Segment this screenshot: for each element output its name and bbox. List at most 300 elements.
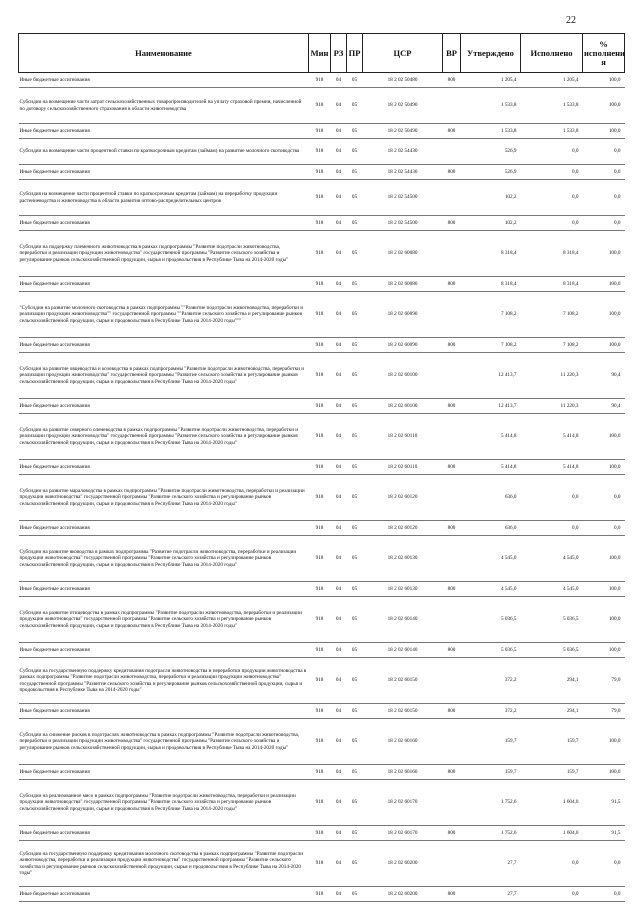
header-min: Мин xyxy=(309,34,331,73)
cell-csr: 18 2 02 60170 xyxy=(363,780,443,826)
cell-executed: 7 108,2 xyxy=(521,338,583,353)
cell-approved: 159,7 xyxy=(461,765,521,780)
cell-percent: 90,4 xyxy=(583,399,625,414)
cell-vr xyxy=(443,353,461,399)
cell-approved: 12 413,7 xyxy=(461,399,521,414)
cell-approved: 5 036,5 xyxy=(461,597,521,643)
cell-pr: 05 xyxy=(347,88,363,124)
header-percent xyxy=(583,34,625,73)
cell-rz: 04 xyxy=(331,521,347,536)
table-row xyxy=(19,73,625,88)
cell-name: Субсидии на развитие северного оленеводства в рамках подпрограммы "Развитие подотрасли животноводства, переработки и реализации продукции животноводства" государственной программы "Развитие сельского хозяйства и регулирование рынков сельскохозяйственной продукции, сырья и продовольствия в Республике Тыва на 2014-2020 годы" xyxy=(19,414,309,460)
header-percent-line1: % xyxy=(599,38,608,49)
cell-executed: 7 108,2 xyxy=(521,292,583,338)
header-csr: ЦСР xyxy=(363,34,443,73)
cell-executed: 4 545,0 xyxy=(521,536,583,582)
cell-csr: 18 2 02 60090 xyxy=(363,292,443,338)
cell-csr: 18 2 02 54430 xyxy=(363,139,443,165)
header-executed: Исполнено xyxy=(521,34,583,73)
cell-name: Иные бюджетные ассигнования xyxy=(19,338,309,353)
cell-csr: 18 2 02 60130 xyxy=(363,536,443,582)
cell-csr: 18 2 02 60120 xyxy=(363,521,443,536)
cell-csr: 18 2 02 60140 xyxy=(363,643,443,658)
cell-name: Субсидии на государственную поддержку кредитования подотрасли животноводства и переработки продукции животноводства в рамках подпрограммы "Развитие подотрасли животноводства, переработки и реализации продукции животноводства" государственной программы "Развитие сельского хозяйства и регулирование рынков сельскохозяйственной продукции, сырья и продовольствия в Республике Тыва на 2014-2020 годы" xyxy=(19,658,309,704)
cell-csr: 18 2 02 60160 xyxy=(363,765,443,780)
cell-executed: 0,0 xyxy=(521,180,583,216)
table-row xyxy=(19,780,625,826)
cell-name: Субсидии на государственную поддержку кредитования молочного скотоводства в рамках подпрограммы "Развитие подотрасли животноводства, переработки и реализации продукции животноводства" государственной программы "Развитие сельского хозяйства и регулирование рынков сельскохозяйственной продукции, сырья и продовольствия в Республике Тыва на 2014-2020 годы" xyxy=(19,841,309,887)
cell-min: 918 xyxy=(309,139,331,165)
cell-name: Иные бюджетные ассигнования xyxy=(19,704,309,719)
table-row xyxy=(19,597,625,643)
cell-pr: 05 xyxy=(347,719,363,765)
cell-percent: 100,0 xyxy=(583,231,625,277)
cell-pr: 05 xyxy=(347,180,363,216)
cell-name: Субсидии на развитие яководства в рамках подпрограммы "Развитие подотрасли животноводства, переработки и реализации продукции животноводства" государственной программы "Развитие сельского хозяйства и регулирование рынков сельскохозяйственной продукции, сырья и продовольствия в Республике Тыва на 2014-2020 годы" xyxy=(19,536,309,582)
cell-vr xyxy=(443,719,461,765)
cell-approved: 102,2 xyxy=(461,216,521,231)
cell-executed: 4 545,0 xyxy=(521,582,583,597)
header-percent-line2: исполнени xyxy=(584,47,625,58)
cell-vr: 800 xyxy=(443,338,461,353)
cell-min: 918 xyxy=(309,399,331,414)
table-row xyxy=(19,292,625,338)
cell-rz: 04 xyxy=(331,597,347,643)
cell-approved: 12 413,7 xyxy=(461,353,521,399)
cell-vr: 800 xyxy=(443,643,461,658)
table-row xyxy=(19,124,625,139)
cell-rz: 04 xyxy=(331,780,347,826)
cell-percent: 0,0 xyxy=(583,165,625,180)
cell-min: 918 xyxy=(309,292,331,338)
cell-name: Субсидии на возмещение части затрат сельскохозяйственных товаропроизводителей на уплату страховой премии, начисленной по договору сельскохозяйственного страхования в области животноводства xyxy=(19,88,309,124)
cell-percent: 100,0 xyxy=(583,582,625,597)
cell-rz: 04 xyxy=(331,475,347,521)
cell-pr: 05 xyxy=(347,521,363,536)
cell-name: Субсидии на развитие птицеводства в рамках подпрограммы "Развитие подотрасли животноводства, переработки и реализации продукции животноводства" государственной программы "Развитие сельского хозяйства и регулирование рынков сельскохозяйственной продукции, сырья и продовольствия в Республике Тыва на 2014-2020 годы" xyxy=(19,597,309,643)
cell-name: Иные бюджетные ассигнования xyxy=(19,826,309,841)
cell-csr: 18 2 02 60110 xyxy=(363,414,443,460)
cell-csr: 18 2 02 60080 xyxy=(363,277,443,292)
cell-pr: 05 xyxy=(347,292,363,338)
cell-min: 918 xyxy=(309,887,331,902)
cell-approved: 159,7 xyxy=(461,719,521,765)
cell-percent: 79,0 xyxy=(583,704,625,719)
cell-executed: 294,1 xyxy=(521,704,583,719)
cell-pr: 05 xyxy=(347,231,363,277)
cell-min: 918 xyxy=(309,475,331,521)
cell-min: 918 xyxy=(309,460,331,475)
table-row xyxy=(19,88,625,124)
cell-rz: 04 xyxy=(331,414,347,460)
cell-pr: 05 xyxy=(347,658,363,704)
table-body xyxy=(19,73,625,902)
cell-rz: 04 xyxy=(331,582,347,597)
cell-min: 918 xyxy=(309,165,331,180)
cell-approved: 102,2 xyxy=(461,180,521,216)
cell-name: Иные бюджетные ассигнования xyxy=(19,521,309,536)
cell-pr: 05 xyxy=(347,582,363,597)
table-row xyxy=(19,704,625,719)
cell-executed: 294,1 xyxy=(521,658,583,704)
cell-executed: 1 533,8 xyxy=(521,124,583,139)
page-number: 22 xyxy=(566,15,576,26)
table-row xyxy=(19,887,625,902)
cell-csr: 18 2 02 50490 xyxy=(363,88,443,124)
table-row xyxy=(19,521,625,536)
table-row xyxy=(19,338,625,353)
cell-executed: 1 604,0 xyxy=(521,780,583,826)
cell-approved: 5 036,5 xyxy=(461,643,521,658)
cell-name: Субсидии на развитие овцеводства и козоводства в рамках подпрограммы "Развитие подотрасли животноводства, переработки и реализации продукции животноводства" государственной программы "Развитие сельского хозяйства и регулирование рынков сельскохозяйственной продукции, сырья и продовольствия в Республике Тыва на 2014-2020 годы" xyxy=(19,353,309,399)
cell-rz: 04 xyxy=(331,826,347,841)
cell-csr: 18 2 02 54500 xyxy=(363,216,443,231)
cell-rz: 04 xyxy=(331,460,347,475)
cell-pr: 05 xyxy=(347,399,363,414)
cell-vr: 800 xyxy=(443,765,461,780)
cell-min: 918 xyxy=(309,704,331,719)
cell-approved: 1 533,8 xyxy=(461,88,521,124)
cell-vr xyxy=(443,139,461,165)
cell-approved: 372,2 xyxy=(461,704,521,719)
cell-approved: 526,9 xyxy=(461,139,521,165)
cell-name: Иные бюджетные ассигнования xyxy=(19,399,309,414)
cell-name: Иные бюджетные ассигнования xyxy=(19,887,309,902)
cell-csr: 18 2 02 60200 xyxy=(363,841,443,887)
cell-approved: 7 108,2 xyxy=(461,338,521,353)
cell-name: Субсидии на поддержку племенного животноводства в рамках подпрограммы "Развитие подотрасли животноводства, переработки и реализации продукции животноводства" государственной программы "Развитие сельского хозяйства и регулирование рынков сельскохозяйственной продукции, сырья и продовольствия в Республике Тыва на 2014-2020 годы" xyxy=(19,231,309,277)
cell-approved: 636,0 xyxy=(461,475,521,521)
cell-approved: 372,2 xyxy=(461,658,521,704)
cell-percent: 100,0 xyxy=(583,765,625,780)
cell-percent: 100,0 xyxy=(583,643,625,658)
cell-vr: 800 xyxy=(443,216,461,231)
cell-rz: 04 xyxy=(331,399,347,414)
cell-min: 918 xyxy=(309,826,331,841)
cell-pr: 05 xyxy=(347,643,363,658)
cell-executed: 8 318,4 xyxy=(521,277,583,292)
cell-min: 918 xyxy=(309,277,331,292)
cell-rz: 04 xyxy=(331,180,347,216)
cell-csr: 18 2 02 60200 xyxy=(363,887,443,902)
cell-min: 918 xyxy=(309,597,331,643)
cell-name: Иные бюджетные ассигнования xyxy=(19,73,309,88)
cell-pr: 05 xyxy=(347,765,363,780)
cell-rz: 04 xyxy=(331,277,347,292)
cell-min: 918 xyxy=(309,780,331,826)
cell-vr xyxy=(443,780,461,826)
cell-percent: 100,0 xyxy=(583,73,625,88)
cell-csr: 18 2 02 60170 xyxy=(363,826,443,841)
cell-name: Иные бюджетные ассигнования xyxy=(19,216,309,231)
cell-pr: 05 xyxy=(347,165,363,180)
cell-vr xyxy=(443,292,461,338)
header-percent-line3: я xyxy=(601,56,606,67)
cell-rz: 04 xyxy=(331,704,347,719)
cell-vr xyxy=(443,231,461,277)
cell-name: Иные бюджетные ассигнования xyxy=(19,460,309,475)
cell-vr xyxy=(443,841,461,887)
cell-rz: 04 xyxy=(331,353,347,399)
cell-percent: 0,0 xyxy=(583,475,625,521)
table-row xyxy=(19,475,625,521)
cell-vr: 800 xyxy=(443,165,461,180)
cell-approved: 27,7 xyxy=(461,841,521,887)
table-header-row xyxy=(19,34,625,73)
cell-csr: 18 2 02 50480 xyxy=(363,73,443,88)
cell-approved: 5 414,8 xyxy=(461,414,521,460)
cell-rz: 04 xyxy=(331,88,347,124)
cell-name: Иные бюджетные ассигнования xyxy=(19,765,309,780)
cell-percent: 100,0 xyxy=(583,88,625,124)
cell-pr: 05 xyxy=(347,536,363,582)
cell-vr: 800 xyxy=(443,73,461,88)
cell-executed: 5 414,8 xyxy=(521,460,583,475)
cell-min: 918 xyxy=(309,841,331,887)
cell-percent: 0,0 xyxy=(583,841,625,887)
cell-percent: 100,0 xyxy=(583,719,625,765)
cell-min: 918 xyxy=(309,231,331,277)
cell-pr: 05 xyxy=(347,124,363,139)
cell-executed: 1 533,8 xyxy=(521,88,583,124)
cell-executed: 5 414,8 xyxy=(521,414,583,460)
header-vr: ВР xyxy=(443,34,461,73)
budget-execution-table xyxy=(18,33,625,902)
cell-percent: 91,5 xyxy=(583,780,625,826)
header-pr: ПР xyxy=(347,34,363,73)
cell-name: Иные бюджетные ассигнования xyxy=(19,582,309,597)
cell-executed: 0,0 xyxy=(521,887,583,902)
cell-approved: 8 318,4 xyxy=(461,231,521,277)
cell-csr: 18 2 02 60090 xyxy=(363,338,443,353)
cell-vr: 800 xyxy=(443,124,461,139)
cell-percent: 100,0 xyxy=(583,460,625,475)
cell-name: Иные бюджетные ассигнования xyxy=(19,165,309,180)
cell-csr: 18 2 02 50490 xyxy=(363,124,443,139)
cell-name: Субсидия на возмещение части процентной ставки по краткосрочным кредитам (займам) на переработку продукции растениеводства и животноводства в области развития оптово-распределительных центров xyxy=(19,180,309,216)
cell-min: 918 xyxy=(309,582,331,597)
cell-rz: 04 xyxy=(331,887,347,902)
cell-percent: 0,0 xyxy=(583,139,625,165)
cell-vr: 800 xyxy=(443,582,461,597)
cell-pr: 05 xyxy=(347,841,363,887)
cell-approved: 1 752,6 xyxy=(461,826,521,841)
table-row xyxy=(19,216,625,231)
cell-csr: 18 2 02 60150 xyxy=(363,704,443,719)
cell-executed: 0,0 xyxy=(521,521,583,536)
cell-percent: 0,0 xyxy=(583,521,625,536)
cell-csr: 18 2 02 60120 xyxy=(363,475,443,521)
cell-executed: 5 036,5 xyxy=(521,597,583,643)
cell-approved: 636,0 xyxy=(461,521,521,536)
cell-pr: 05 xyxy=(347,597,363,643)
cell-executed: 159,7 xyxy=(521,765,583,780)
cell-csr: 18 2 02 60080 xyxy=(363,231,443,277)
cell-approved: 1 205,4 xyxy=(461,73,521,88)
cell-pr: 05 xyxy=(347,414,363,460)
cell-csr: 18 2 02 60100 xyxy=(363,399,443,414)
cell-vr: 800 xyxy=(443,399,461,414)
cell-executed: 0,0 xyxy=(521,165,583,180)
cell-percent: 79,0 xyxy=(583,658,625,704)
cell-percent: 100,0 xyxy=(583,124,625,139)
cell-approved: 526,9 xyxy=(461,165,521,180)
cell-rz: 04 xyxy=(331,124,347,139)
cell-min: 918 xyxy=(309,643,331,658)
cell-pr: 05 xyxy=(347,139,363,165)
cell-executed: 0,0 xyxy=(521,475,583,521)
table-row xyxy=(19,643,625,658)
table-row xyxy=(19,460,625,475)
header-approved: Утверждено xyxy=(461,34,521,73)
table-row xyxy=(19,277,625,292)
cell-executed: 159,7 xyxy=(521,719,583,765)
header-name: Наименование xyxy=(19,34,309,73)
table-row xyxy=(19,582,625,597)
cell-pr: 05 xyxy=(347,338,363,353)
table-row xyxy=(19,765,625,780)
cell-rz: 04 xyxy=(331,338,347,353)
cell-name: Субсидии на снижение рисков в подотраслях животноводства в рамках подпрограммы "Развитие подотрасли животноводства, переработки и реализации продукции животноводства" государственной программы "Развитие сельского хозяйства и регулирование рынков сельскохозяйственной продукции, сырья и продовольствия в Республике Тыва на 2014-2020 годы" xyxy=(19,719,309,765)
cell-name: Субсидии на возмещение части процентной ставки по краткосрочным кредитам (займам) на развитие молочного скотоводства xyxy=(19,139,309,165)
cell-rz: 04 xyxy=(331,765,347,780)
cell-csr: 18 2 02 60160 xyxy=(363,719,443,765)
cell-rz: 04 xyxy=(331,841,347,887)
cell-min: 918 xyxy=(309,124,331,139)
cell-percent: 100,0 xyxy=(583,414,625,460)
cell-percent: 0,0 xyxy=(583,216,625,231)
cell-approved: 1 533,8 xyxy=(461,124,521,139)
cell-percent: 100,0 xyxy=(583,338,625,353)
cell-min: 918 xyxy=(309,88,331,124)
table-row xyxy=(19,399,625,414)
cell-csr: 18 2 02 60130 xyxy=(363,582,443,597)
cell-min: 918 xyxy=(309,73,331,88)
cell-approved: 5 414,8 xyxy=(461,460,521,475)
cell-rz: 04 xyxy=(331,216,347,231)
cell-executed: 11 220,3 xyxy=(521,399,583,414)
cell-pr: 05 xyxy=(347,73,363,88)
cell-percent: 91,5 xyxy=(583,826,625,841)
cell-approved: 4 545,0 xyxy=(461,536,521,582)
table-row xyxy=(19,658,625,704)
cell-pr: 05 xyxy=(347,887,363,902)
cell-percent: 100,0 xyxy=(583,597,625,643)
cell-csr: 18 2 02 60150 xyxy=(363,658,443,704)
table-row xyxy=(19,139,625,165)
cell-pr: 05 xyxy=(347,460,363,475)
cell-name: Субсидии на развитие мараловодства в рамках подпрограммы "Развитие подотрасли животноводства, переработки и реализации продукции животноводства" государственной программы "Развитие сельского хозяйства и регулирование рынков сельскохозяйственной продукции, сырья и продовольствия в Республике Тыва на 2014-2020 годы" xyxy=(19,475,309,521)
cell-name: "Субсидии на развитие молочного скотоводства в рамках подпрограммы ""Развитие подотрасли животноводства, переработки и реализации продукции животноводства"" государственной программы ""Развитие сельского хозяйства и регулирование рынков сельскохозяйственной продукции, сырья и продовольствия в Республике Тыва на 2014-2020 годы""" xyxy=(19,292,309,338)
table-row xyxy=(19,719,625,765)
cell-rz: 04 xyxy=(331,73,347,88)
cell-min: 918 xyxy=(309,180,331,216)
cell-name: Иные бюджетные ассигнования xyxy=(19,643,309,658)
cell-csr: 18 2 02 60100 xyxy=(363,353,443,399)
cell-min: 918 xyxy=(309,536,331,582)
cell-vr: 800 xyxy=(443,826,461,841)
cell-vr xyxy=(443,180,461,216)
cell-approved: 8 318,4 xyxy=(461,277,521,292)
cell-name: Иные бюджетные ассигнования xyxy=(19,124,309,139)
cell-min: 918 xyxy=(309,658,331,704)
cell-percent: 0,0 xyxy=(583,180,625,216)
table-row xyxy=(19,353,625,399)
cell-pr: 05 xyxy=(347,277,363,292)
cell-rz: 04 xyxy=(331,719,347,765)
cell-rz: 04 xyxy=(331,292,347,338)
table-row xyxy=(19,414,625,460)
cell-vr: 800 xyxy=(443,887,461,902)
cell-vr xyxy=(443,597,461,643)
table-row xyxy=(19,165,625,180)
cell-percent: 90,4 xyxy=(583,353,625,399)
table-row xyxy=(19,841,625,887)
cell-rz: 04 xyxy=(331,231,347,277)
cell-executed: 0,0 xyxy=(521,841,583,887)
cell-name: Иные бюджетные ассигнования xyxy=(19,277,309,292)
cell-csr: 18 2 02 60140 xyxy=(363,597,443,643)
cell-pr: 05 xyxy=(347,780,363,826)
cell-executed: 1 604,0 xyxy=(521,826,583,841)
cell-vr xyxy=(443,88,461,124)
cell-approved: 1 752,6 xyxy=(461,780,521,826)
table-row xyxy=(19,826,625,841)
cell-percent: 100,0 xyxy=(583,277,625,292)
cell-executed: 5 036,5 xyxy=(521,643,583,658)
cell-vr: 800 xyxy=(443,460,461,475)
cell-csr: 18 2 02 54500 xyxy=(363,180,443,216)
cell-vr xyxy=(443,658,461,704)
cell-csr: 18 2 02 54430 xyxy=(363,165,443,180)
cell-min: 918 xyxy=(309,338,331,353)
cell-pr: 05 xyxy=(347,216,363,231)
cell-rz: 04 xyxy=(331,536,347,582)
cell-percent: 0,0 xyxy=(583,887,625,902)
cell-rz: 04 xyxy=(331,139,347,165)
cell-min: 918 xyxy=(309,353,331,399)
cell-vr xyxy=(443,475,461,521)
table-row xyxy=(19,180,625,216)
cell-approved: 7 108,2 xyxy=(461,292,521,338)
table-row xyxy=(19,536,625,582)
cell-min: 918 xyxy=(309,719,331,765)
cell-pr: 05 xyxy=(347,353,363,399)
cell-percent: 100,0 xyxy=(583,292,625,338)
cell-vr: 800 xyxy=(443,277,461,292)
cell-vr: 800 xyxy=(443,521,461,536)
header-rz: РЗ xyxy=(331,34,347,73)
cell-min: 918 xyxy=(309,414,331,460)
cell-name: Субсидии на реализованное мясо в рамках подпрограммы "Развитие подотрасли животноводства, переработки и реализации продукции животноводства" государственной программы "Развитие сельского хозяйства и регулирование рынков сельскохозяйственной продукции, сырья и продовольствия в Республике Тыва на 2014-2020 годы" xyxy=(19,780,309,826)
cell-min: 918 xyxy=(309,521,331,536)
cell-approved: 4 545,0 xyxy=(461,582,521,597)
cell-executed: 11 220,3 xyxy=(521,353,583,399)
cell-approved: 27,7 xyxy=(461,887,521,902)
cell-pr: 05 xyxy=(347,826,363,841)
cell-vr: 800 xyxy=(443,704,461,719)
cell-rz: 04 xyxy=(331,643,347,658)
cell-min: 918 xyxy=(309,765,331,780)
cell-csr: 18 2 02 60110 xyxy=(363,460,443,475)
table-row xyxy=(19,231,625,277)
cell-executed: 8 318,4 xyxy=(521,231,583,277)
cell-percent: 100,0 xyxy=(583,536,625,582)
cell-vr xyxy=(443,536,461,582)
cell-rz: 04 xyxy=(331,658,347,704)
cell-executed: 0,0 xyxy=(521,216,583,231)
cell-executed: 1 205,4 xyxy=(521,73,583,88)
